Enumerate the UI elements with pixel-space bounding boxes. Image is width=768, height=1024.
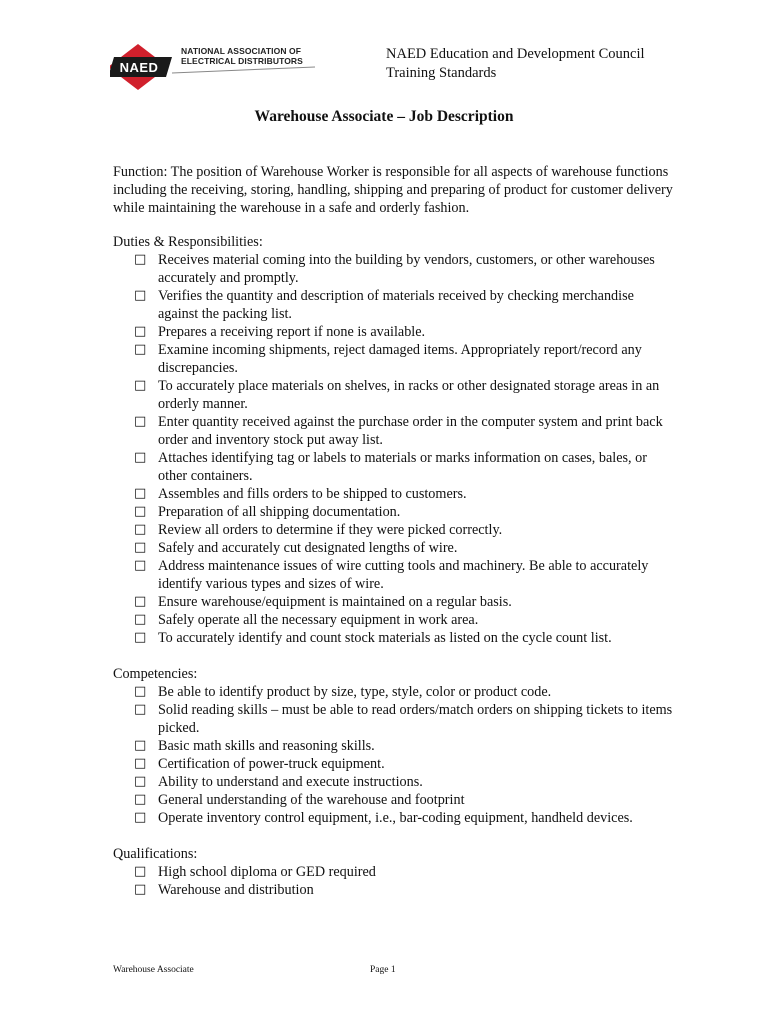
list-item (113, 737, 673, 755)
checkbox-bullet-icon: □ (134, 324, 147, 339)
list-item-text: Assembles and fills orders to be shipped to customers. (158, 486, 467, 502)
council-line2: Training Standards (386, 65, 497, 81)
list-item-text: To accurately identify and count stock materials as listed on the cycle count list. (158, 630, 612, 646)
council-line1: NAED Education and Development Council (386, 46, 645, 62)
list-item-text: Review all orders to determine if they were picked correctly. (158, 522, 503, 538)
checkbox-bullet-icon: □ (134, 288, 147, 303)
checkbox-bullet-icon: □ (134, 792, 147, 807)
checkbox-bullet-icon: □ (134, 612, 147, 627)
logo-text: NAED (119, 60, 159, 75)
checkbox-bullet-icon: □ (134, 558, 147, 573)
checkbox-bullet-icon: □ (134, 810, 147, 825)
org-name (181, 46, 303, 66)
section-list (113, 863, 673, 899)
function-paragraph: Function: The position of Warehouse Worker is responsible for all aspects of warehouse functions including the receiving, storing, handling, shipping and preparing of product for customer delivery while maintaining the warehouse in a safe and orderly fashion. (113, 164, 673, 216)
list-item (113, 413, 673, 449)
logo-swoosh (172, 67, 315, 73)
list-item (113, 863, 673, 881)
list-item (113, 341, 673, 377)
checkbox-bullet-icon: □ (134, 630, 147, 645)
list-item-text: High school diploma or GED required (158, 864, 376, 880)
checkbox-bullet-icon: □ (134, 450, 147, 465)
checkbox-bullet-icon: □ (134, 504, 147, 519)
checkbox-bullet-icon: □ (134, 702, 147, 717)
checkbox-bullet-icon: □ (134, 378, 147, 393)
list-item-text: Address maintenance issues of wire cutting tools and machinery. Be able to accurately identify various types and sizes of wire. (158, 558, 649, 592)
list-item-text: Be able to identify product by size, type, style, color or product code. (158, 684, 552, 700)
list-item (113, 755, 673, 773)
checkbox-bullet-icon: □ (134, 486, 147, 501)
list-item-text: Warehouse and distribution (158, 882, 314, 898)
list-item (113, 377, 673, 413)
list-item-text: Ensure warehouse/equipment is maintained on a regular basis. (158, 594, 512, 610)
checkbox-bullet-icon: □ (134, 684, 147, 699)
sections-container (113, 233, 673, 899)
list-item (113, 629, 673, 647)
list-item (113, 773, 673, 791)
list-item-text: Solid reading skills – must be able to read orders/match orders on shipping tickets to items picked. (158, 702, 673, 736)
section-list (113, 683, 673, 827)
checkbox-bullet-icon: □ (134, 864, 147, 879)
checkbox-bullet-icon: □ (134, 594, 147, 609)
list-item (113, 485, 673, 503)
list-item-text: Enter quantity received against the purchase order in the computer system and print back order and inventory stock put away list. (158, 414, 663, 448)
list-item (113, 701, 673, 737)
section-list (113, 251, 673, 647)
footer-page-number: Page 1 (370, 965, 396, 975)
checkbox-bullet-icon: □ (134, 252, 147, 267)
org-name-line2: ELECTRICAL DISTRIBUTORS (181, 56, 303, 66)
list-item (113, 683, 673, 701)
list-item-text: Ability to understand and execute instructions. (158, 774, 423, 790)
list-item (113, 881, 673, 899)
list-item (113, 521, 673, 539)
list-item (113, 539, 673, 557)
checkbox-bullet-icon: □ (134, 342, 147, 357)
checkbox-bullet-icon: □ (134, 882, 147, 897)
list-item-text: To accurately place materials on shelves, in racks or other designated storage areas in an orderly manner. (158, 378, 660, 412)
list-item (113, 449, 673, 485)
council-heading (386, 45, 645, 83)
list-item (113, 251, 673, 287)
list-item-text: Examine incoming shipments, reject damaged items. Appropriately report/record any discrepancies. (158, 342, 642, 376)
list-item (113, 557, 673, 593)
section-heading: Duties & Responsibilities: (113, 234, 263, 250)
list-item-text: General understanding of the warehouse and footprint (158, 792, 465, 808)
org-name-line1: NATIONAL ASSOCIATION OF (181, 46, 302, 56)
list-item (113, 503, 673, 521)
checkbox-bullet-icon: □ (134, 414, 147, 429)
checkbox-bullet-icon: □ (134, 738, 147, 753)
checkbox-bullet-icon: □ (134, 540, 147, 555)
document-body (113, 163, 673, 917)
list-item (113, 323, 673, 341)
list-item-text: Prepares a receiving report if none is available. (158, 324, 426, 340)
list-item-text: Certification of power-truck equipment. (158, 756, 385, 772)
list-item-text: Safely and accurately cut designated lengths of wire. (158, 540, 458, 556)
list-item-text: Verifies the quantity and description of materials received by checking merchandise against the packing list. (158, 288, 634, 322)
checkbox-bullet-icon: □ (134, 756, 147, 771)
list-item-text: Basic math skills and reasoning skills. (158, 738, 375, 754)
footer-doc-name: Warehouse Associate (113, 965, 194, 975)
list-item (113, 791, 673, 809)
checkbox-bullet-icon: □ (134, 522, 147, 537)
page-title: Warehouse Associate – Job Description (254, 108, 514, 125)
list-item (113, 809, 673, 827)
list-item-text: Receives material coming into the building by vendors, customers, or other warehouses accurately and promptly. (158, 252, 655, 286)
list-item-text: Attaches identifying tag or labels to materials or marks information on cases, bales, or other containers. (158, 450, 647, 484)
list-item (113, 611, 673, 629)
list-item-text: Operate inventory control equipment, i.e., bar-coding equipment, handheld devices. (158, 810, 633, 826)
checkbox-bullet-icon: □ (134, 774, 147, 789)
list-item-text: Safely operate all the necessary equipment in work area. (158, 612, 479, 628)
section-heading: Qualifications: (113, 846, 198, 862)
list-item (113, 593, 673, 611)
list-item (113, 287, 673, 323)
section-heading: Competencies: (113, 666, 198, 682)
list-item-text: Preparation of all shipping documentation. (158, 504, 401, 520)
